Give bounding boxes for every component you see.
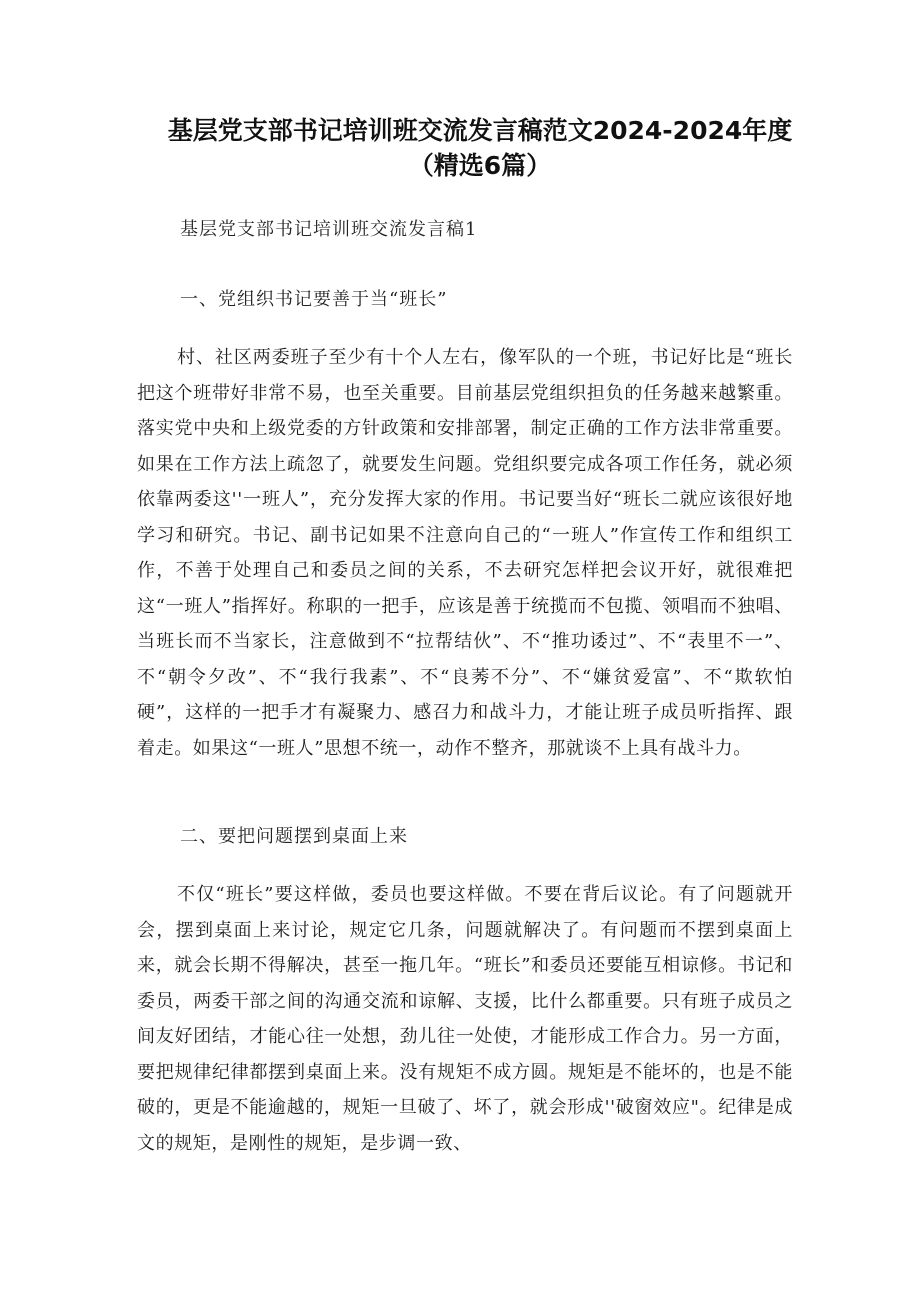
article-title: 基层党支部书记培训班交流发言稿1: [180, 219, 478, 240]
section1-body: 村、社区两委班子至少有十个人左右，像军队的一个班，书记好比是“班长把这个班带好非常不易，也至关重要。目前基层党组织担负的任务越来越繁重。落实党中央和上级党委的方针政策和安排部署，制定正确的工作方法非常重要。如果在工作方法上疏忽了，就要发生问题。党组织要完成各项工作任务，就必须依靠两委这''一班人”，充分发挥大家的作用。书记要当好“班长二就应该很好地学习和研究。书记、副书记如果不注意向自己的“一班人”作宣传工作和组织工作，不善于处理自己和委员之间的关系，不去研究怎样把会议开好，就很难把这“一班人”指挥好。称职的一把手，应该是善于统揽而不包揽、领唱而不独唱、当班长而不当家长，注意做到不“拉帮结伙”、不“推功诿过”、不“表里不一”、不“朝令夕改”、不“我行我素”、不“良莠不分”、不“嫌贫爱富”、不“欺软怕硬”，这样的一把手才有凝聚力、感召力和战斗力，才能让班子成员听指挥、跟着走。如果这“一班人”思想不统一，动作不整齐，那就谈不上具有战斗力。: [137, 347, 793, 759]
section2-heading: 二、要把问题摆到桌面上来: [180, 826, 408, 847]
document-title-line1: 基层党支部书记培训班交流发言稿范文2024-2024年度: [167, 116, 793, 145]
document-title-line2: （精选6篇）: [408, 151, 552, 180]
section1-heading: 一、党组织书记要善于当“班长”: [180, 289, 448, 310]
section2-body: 不仅“班长”要这样做，委员也要这样做。不要在背后议论。有了问题就开会，摆到桌面上来讨论，规定它几条，问题就解决了。有问题而不摆到桌面上来，就会长期不得解决，甚至一拖几年。“班长”和委员还要能互相谅修。书记和委员，两委干部之间的沟通交流和谅解、支援，比什么都重要。只有班子成员之间友好团结，才能心往一处想，劲儿往一处使，才能形成工作合力。另一方面，要把规律纪律都摆到桌面上来。没有规矩不成方圆。规矩是不能坏的，也是不能破的，更是不能逾越的，规矩一旦破了、坏了，就会形成''破窗效应"。纪律是成文的规矩，是刚性的规矩，是步调一致、: [137, 884, 793, 1154]
